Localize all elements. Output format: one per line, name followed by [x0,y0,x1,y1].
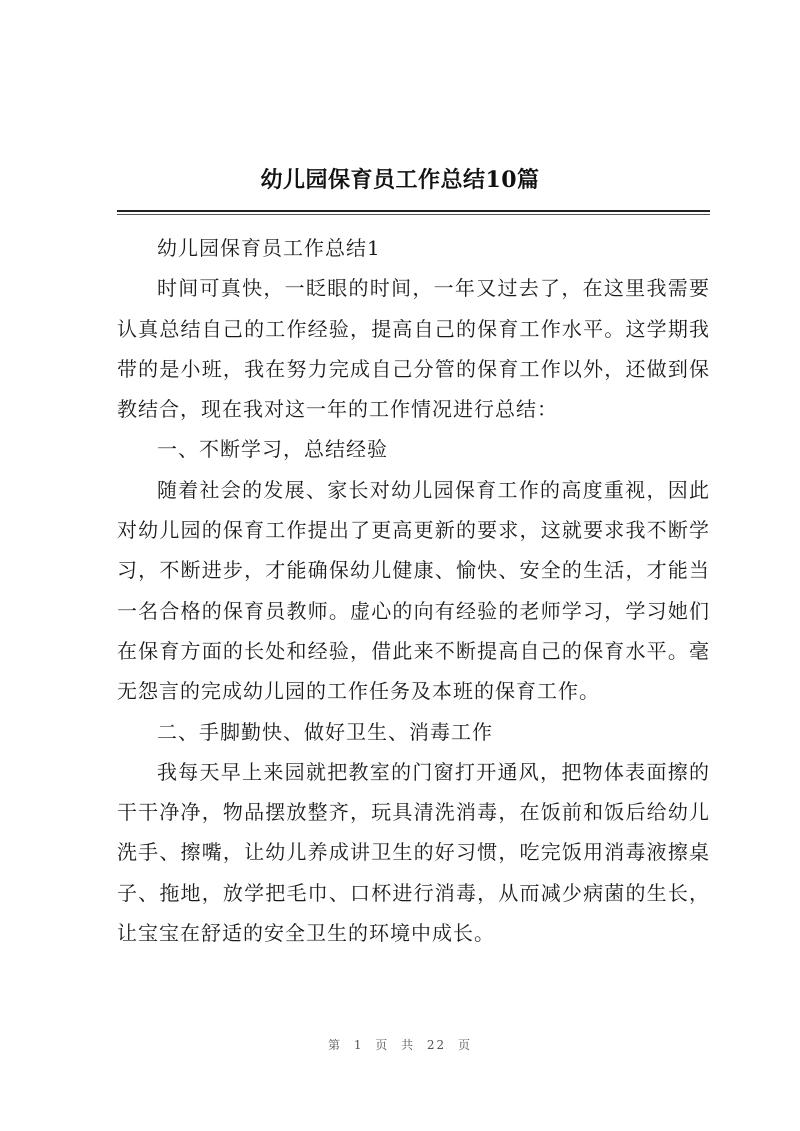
subsection-heading: 二、手脚勤快、做好卫生、消毒工作 [157,719,493,744]
section-heading: 幼儿园保育员工作总结1 [157,236,381,260]
document-body [117,228,710,953]
body-paragraph: 随着社会的发展、家长对幼儿园保育工作的高度重视，因此对幼儿园的保育工作提出了更高更新的要求，这就要求我不断学习，不断进步，才能确保幼儿健康、愉快、安全的生活，才能当一名合格的保育员教师。虚心的向有经验的老师学习，学习她们在保育方面的长处和经验，借此来不断提高自己的保育水平。毫无怨言的完成幼儿园的工作任务及本班的保育工作。 [117,477,710,704]
document-title: 幼儿园保育员工作总结10篇 [260,167,540,193]
subsection-heading: 一、不断学习，总结经验 [157,437,388,462]
title-rule-thin [117,214,710,215]
page-number-footer: 第 1 页 共 22 页 [328,1038,472,1052]
body-paragraph: 我每天早上来园就把教室的门窗打开通风，把物体表面擦的干干净净，物品摆放整齐，玩具清洗消毒，在饭前和饭后给幼儿洗手、擦嘴，让幼儿养成讲卫生的好习惯，吃完饭用消毒液擦桌子、拖地，放学把毛巾、口杯进行消毒，从而减少病菌的生长，让宝宝在舒适的安全卫生的环境中成长。 [117,759,710,946]
body-paragraph: 时间可真快，一眨眼的时间，一年又过去了，在这里我需要认真总结自己的工作经验，提高自己的保育工作水平。这学期我带的是小班，我在努力完成自己分管的保育工作以外，还做到保教结合，现在我对这一年的工作情况进行总结： [117,276,710,422]
title-rule-thick [117,210,710,212]
